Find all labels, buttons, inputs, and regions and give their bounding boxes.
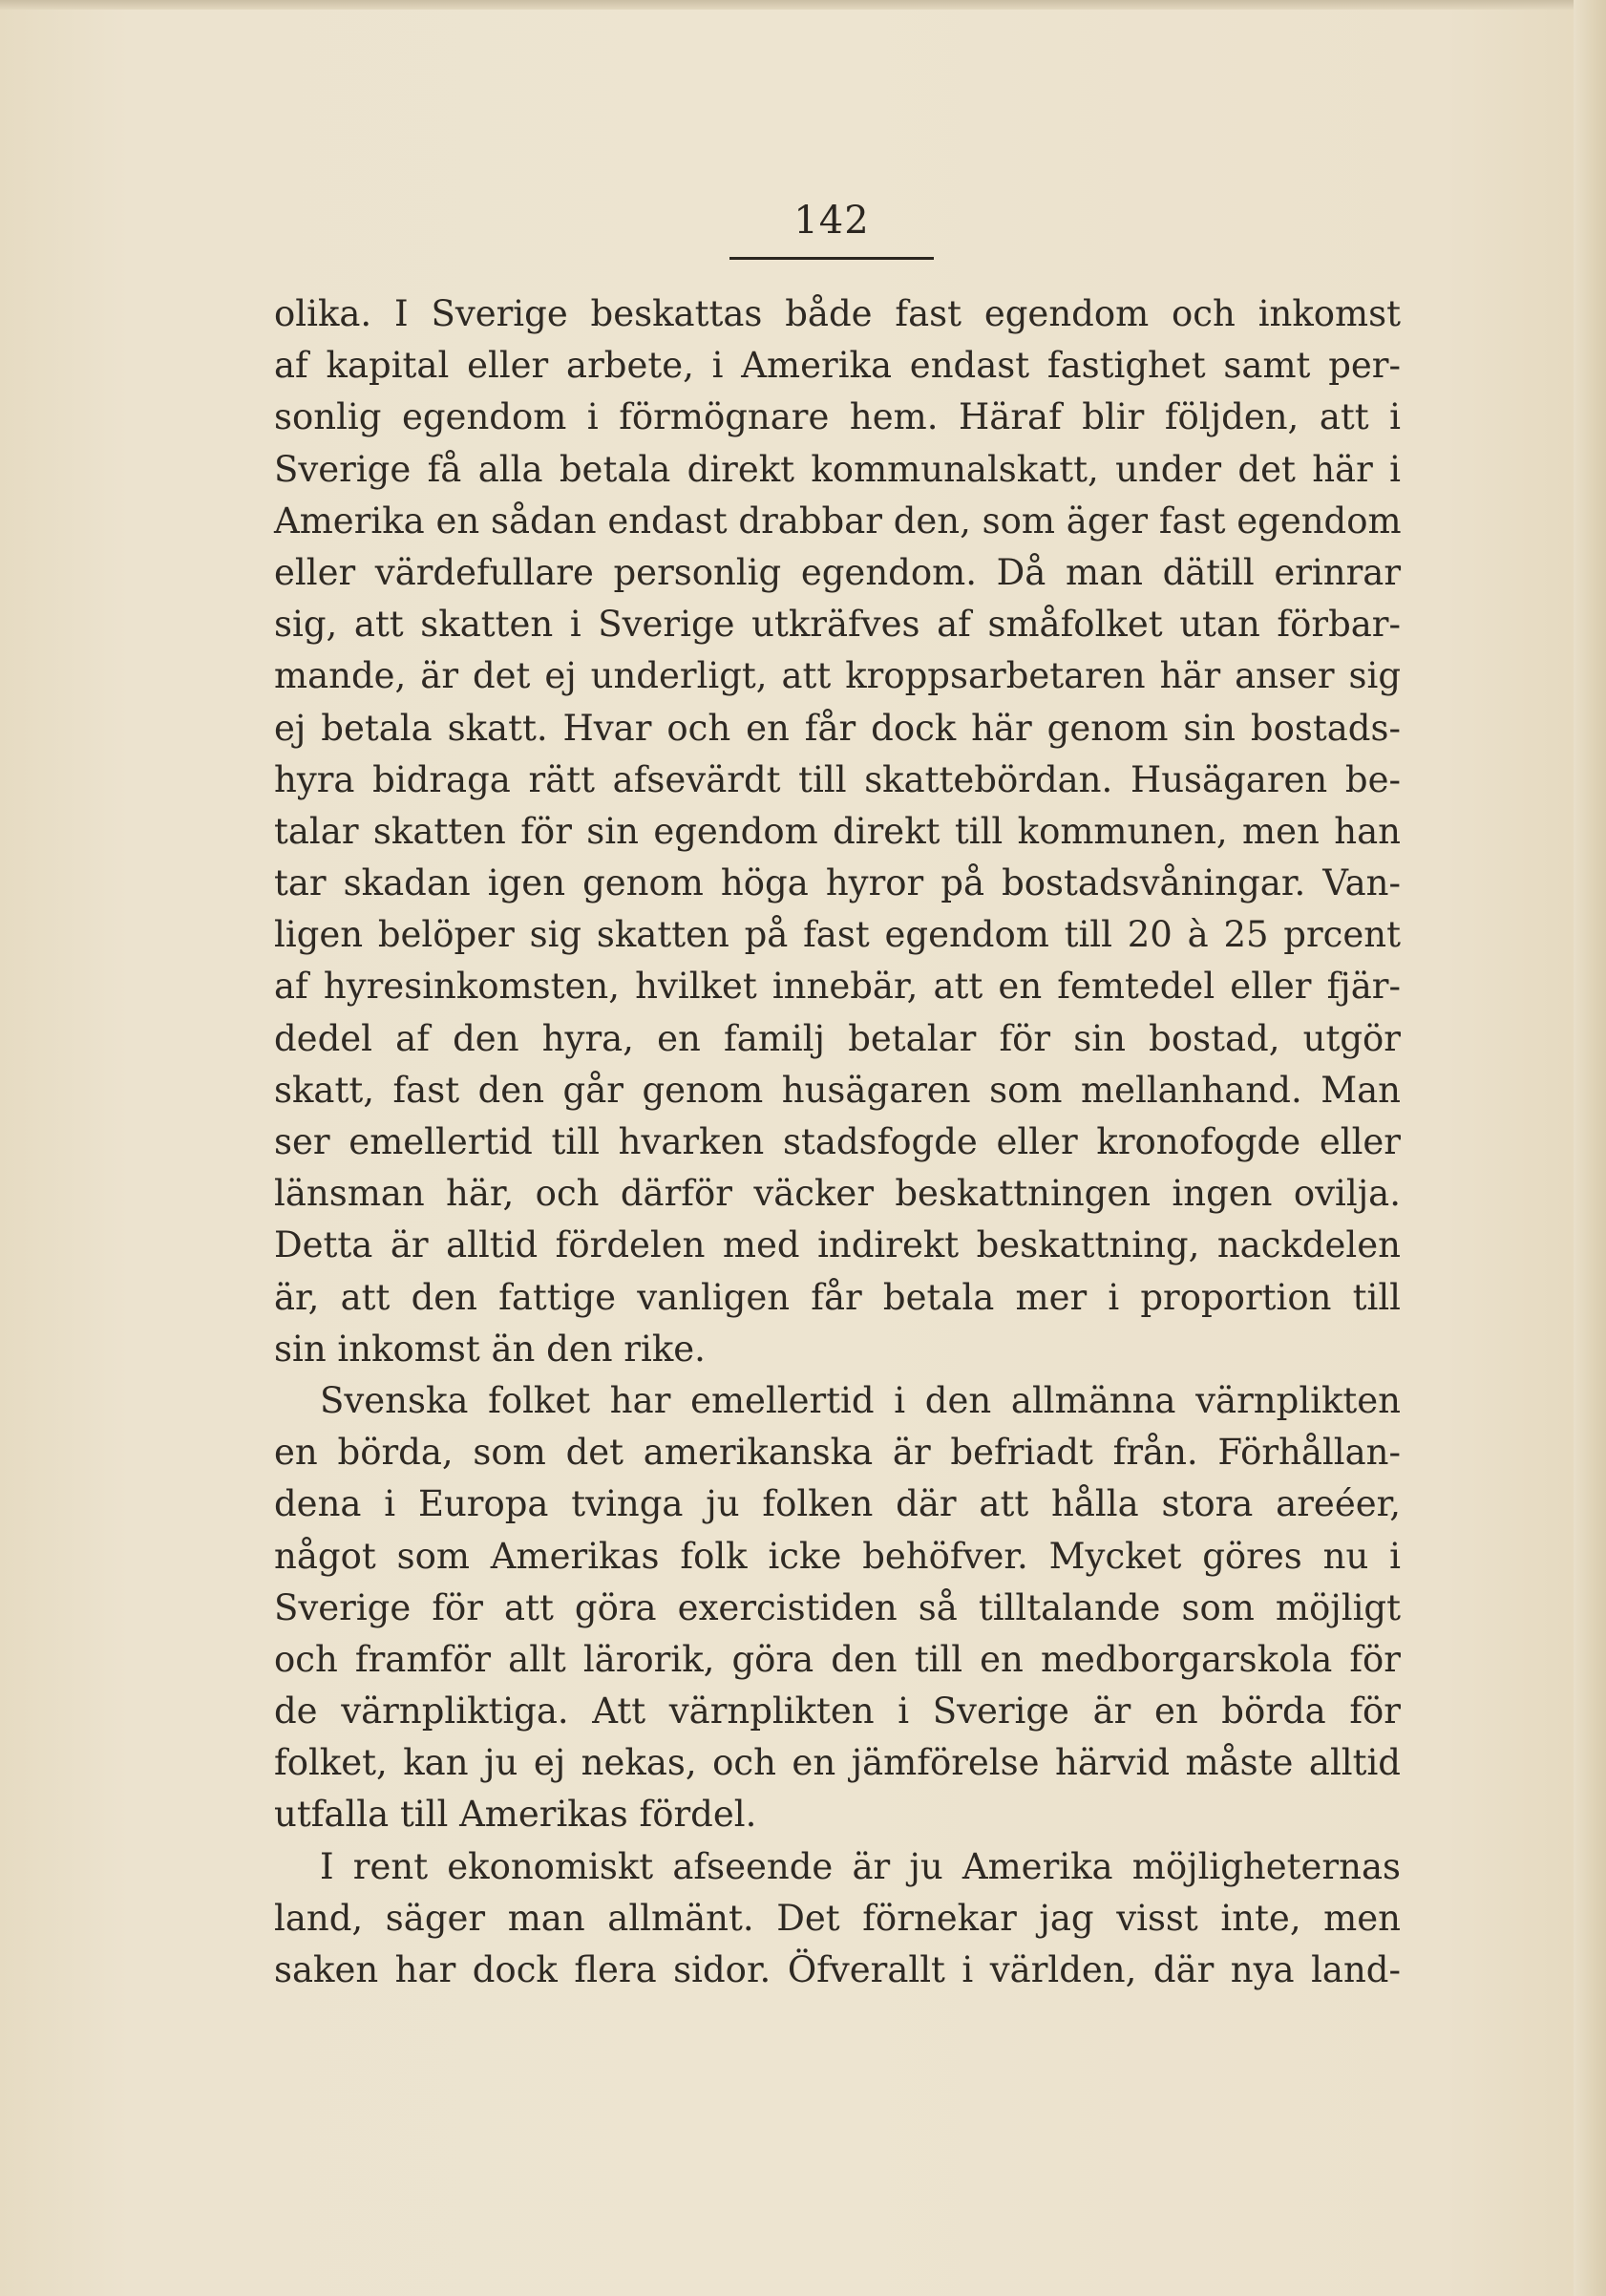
text-line: något som Amerikas folk icke behöfver. Mycket göres nu i bbox=[274, 1535, 1401, 1577]
text-line: sonlig egendom i förmögnare hem. Häraf blir följden, att i bbox=[274, 396, 1401, 438]
text-line: mande, är det ej underligt, att kroppsarbetaren här anser sig bbox=[274, 655, 1401, 697]
text-line: Detta är alltid fördelen med indirekt beskattning, nackdelen bbox=[274, 1224, 1401, 1266]
text-line: af hyresinkomsten, hvilket innebär, att en femtedel eller fjär- bbox=[274, 966, 1401, 1008]
text-line: Sverige få alla betala direkt kommunalskatt, under det här i bbox=[274, 448, 1401, 490]
text-line: I rent ekonomiskt afseende är ju Amerika möjligheternas bbox=[320, 1845, 1401, 1887]
text-line: tar skadan igen genom höga hyror på bostadsvåningar. Van- bbox=[274, 862, 1401, 904]
text-line: ligen belöper sig skatten på fast egendom till 20 à 25 prcent bbox=[274, 914, 1401, 956]
page-binding-shadow bbox=[1574, 0, 1606, 2296]
text-line: och framför allt lärorik, göra den till en medborgarskola för bbox=[274, 1638, 1401, 1680]
text-line: en börda, som det amerikanska är befriadt från. Förhållan- bbox=[274, 1432, 1401, 1474]
text-line: utfalla till Amerikas fördel. bbox=[274, 1794, 757, 1836]
text-line: skatt, fast den går genom husägaren som mellanhand. Man bbox=[274, 1069, 1401, 1111]
text-line: de värnpliktiga. Att värnplikten i Sverige är en börda för bbox=[274, 1690, 1401, 1733]
text-line: Svenska folket har emellertid i den allmänna värnplikten bbox=[320, 1379, 1401, 1421]
text-line: hyra bidraga rätt afsevärdt till skattebördan. Husägaren be- bbox=[274, 758, 1401, 800]
text-line: sin inkomst än den rike. bbox=[274, 1328, 706, 1370]
page-number-rule bbox=[729, 257, 934, 260]
text-line: olika. I Sverige beskattas både fast egendom och inkomst bbox=[274, 293, 1401, 334]
text-line: dena i Europa tvinga ju folken där att hålla stora areéer, bbox=[274, 1483, 1401, 1525]
text-line: eller värdefullare personlig egendom. Då man dätill erinrar bbox=[274, 551, 1401, 593]
text-line: af kapital eller arbete, i Amerika endast fastighet samt per- bbox=[274, 345, 1401, 387]
text-line: land, säger man allmänt. Det förnekar jag visst inte, men bbox=[274, 1897, 1401, 1939]
text-line: talar skatten för sin egendom direkt till kommunen, men han bbox=[274, 810, 1401, 852]
text-line: ser emellertid till hvarken stadsfogde eller kronofogde eller bbox=[274, 1121, 1401, 1162]
page-number: 142 bbox=[793, 199, 870, 243]
page-top-edge bbox=[0, 0, 1606, 10]
text-line: folket, kan ju ej nekas, och en jämförelse härvid måste alltid bbox=[274, 1742, 1401, 1784]
text-line: ej betala skatt. Hvar och en får dock här genom sin bostads- bbox=[274, 707, 1401, 749]
text-line: Amerika en sådan endast drabbar den, som äger fast egendom bbox=[274, 500, 1402, 542]
text-line: länsman här, och därför väcker beskattningen ingen ovilja. bbox=[274, 1173, 1401, 1215]
text-line: sig, att skatten i Sverige utkräfves af småfolket utan förbar- bbox=[274, 604, 1401, 646]
text-line: dedel af den hyra, en familj betalar för sin bostad, utgör bbox=[274, 1017, 1401, 1059]
body-text bbox=[274, 288, 1401, 1996]
text-line: saken har dock flera sidor. Öfverallt i världen, där nya land- bbox=[274, 1949, 1401, 1990]
text-line: är, att den fattige vanligen får betala mer i proportion till bbox=[274, 1276, 1401, 1318]
text-line: Sverige för att göra exercistiden så tilltalande som möjligt bbox=[274, 1586, 1401, 1628]
